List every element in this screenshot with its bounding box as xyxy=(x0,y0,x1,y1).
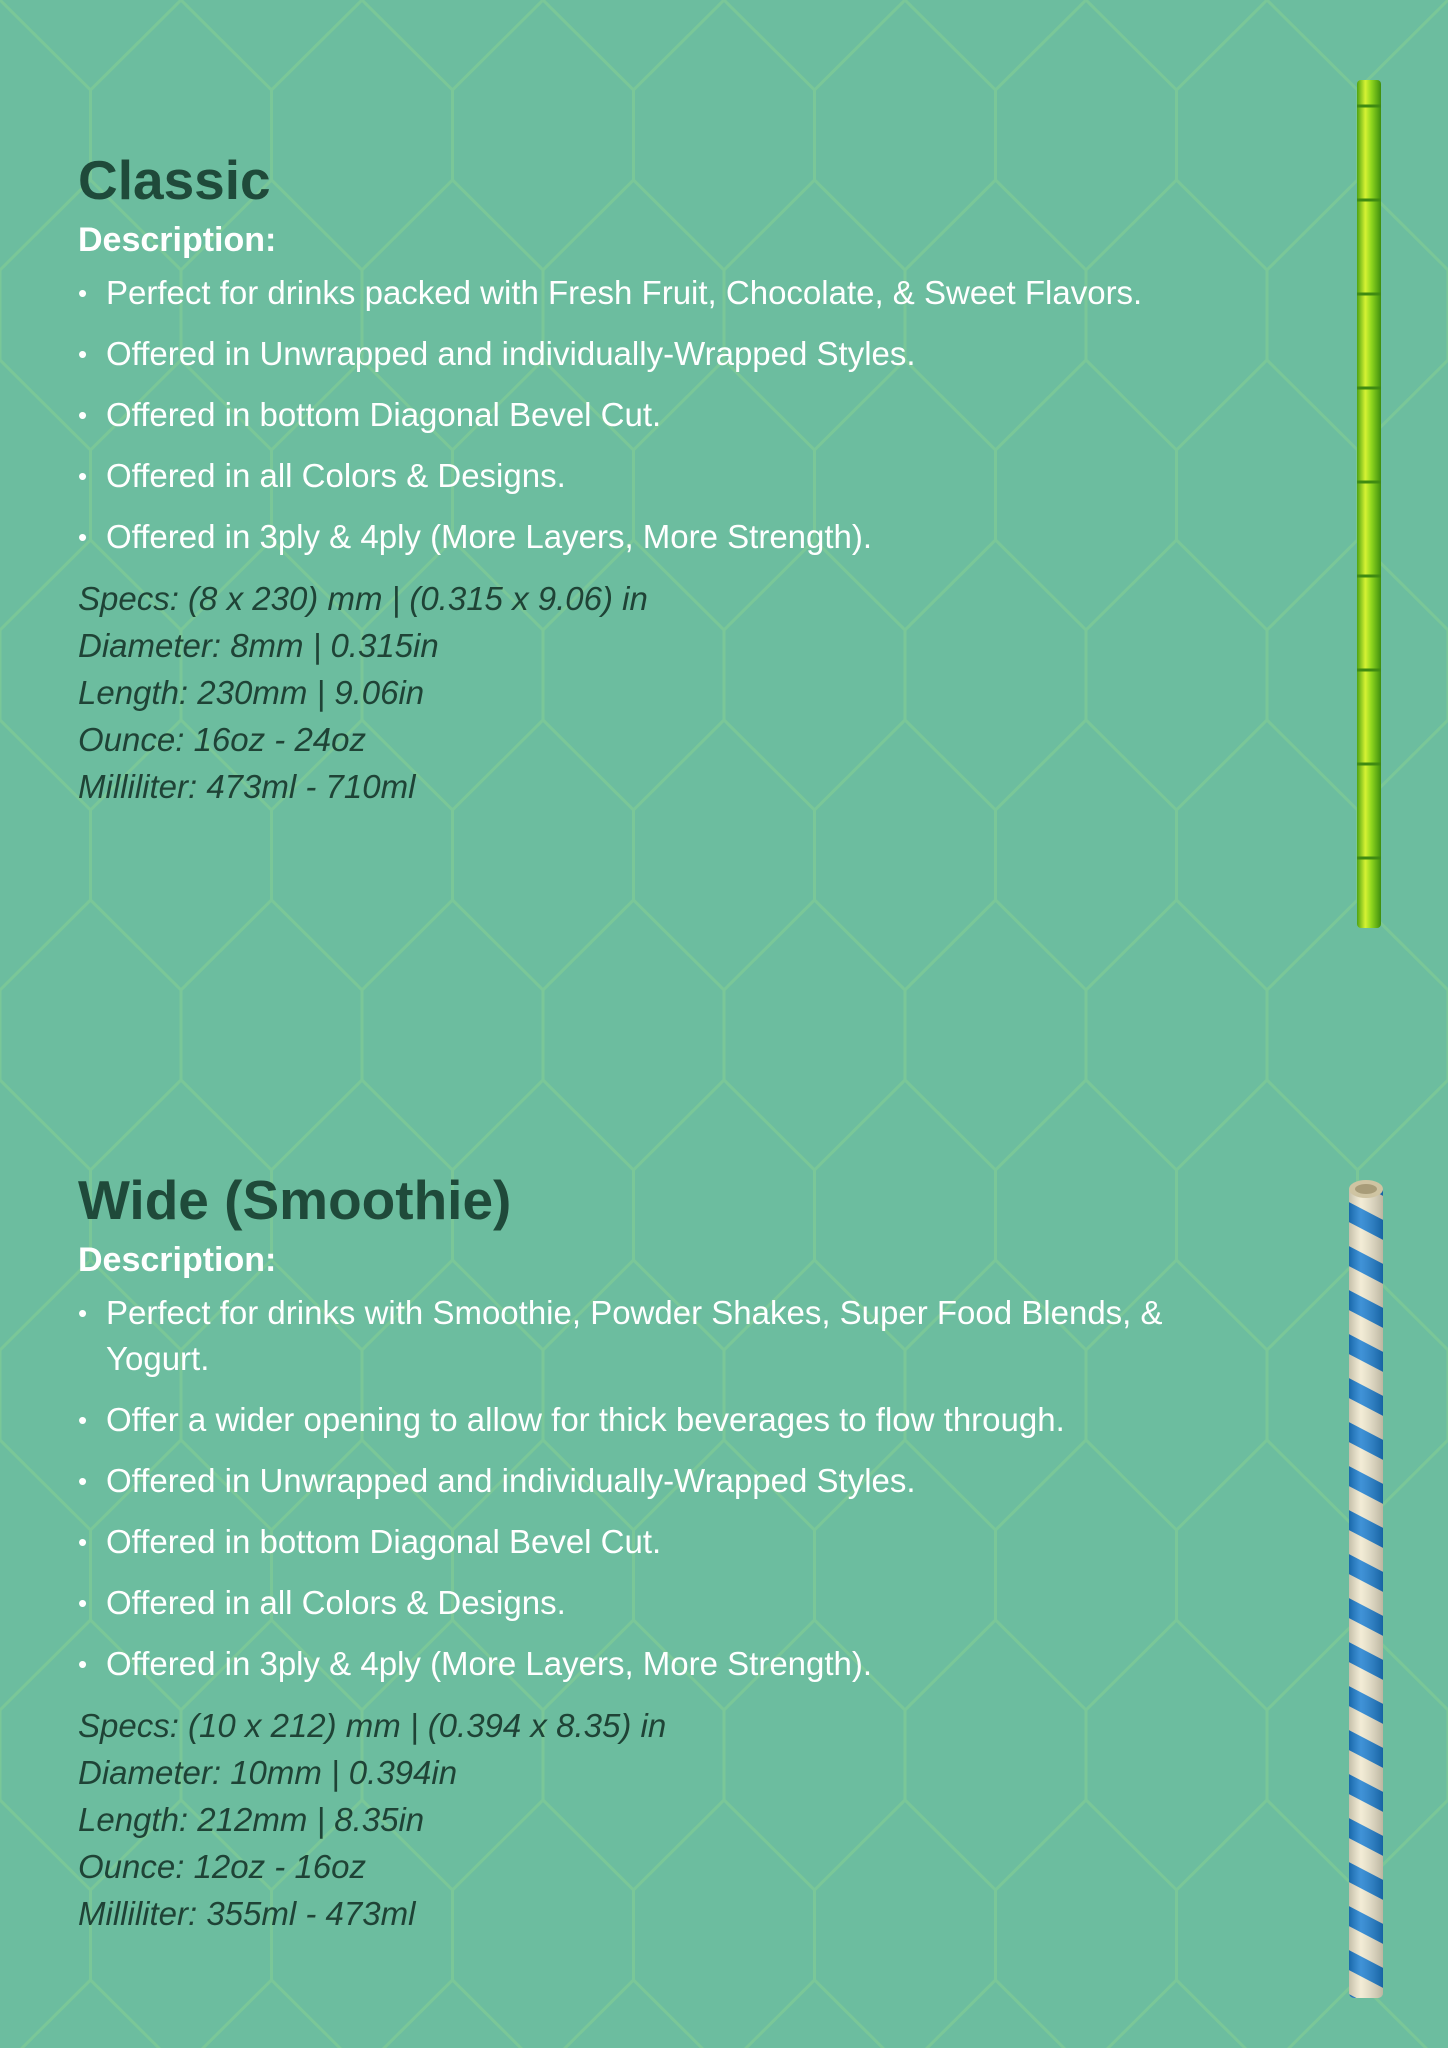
feature-item: • Offer a wider opening to allow for thick beverages to flow through. xyxy=(78,1397,1258,1443)
spec-length: Length: 230mm | 9.06in xyxy=(78,674,425,711)
feature-item: • Offered in all Colors & Designs. xyxy=(78,453,1258,499)
blue-white-striped-straw-image xyxy=(1345,1176,1387,2002)
spec-ounce: Ounce: 12oz - 16oz xyxy=(78,1848,367,1885)
feature-item: • Offered in Unwrapped and individually-Wrapped Styles. xyxy=(78,1458,1258,1504)
spec-diameter: Diameter: 10mm | 0.394in xyxy=(78,1754,458,1791)
feature-item: • Offered in bottom Diagonal Bevel Cut. xyxy=(78,1519,1258,1565)
feature-item: • Offered in all Colors & Designs. xyxy=(78,1580,1258,1626)
spec-dimensions: Specs: (8 x 230) mm | (0.315 x 9.06) in xyxy=(78,580,648,617)
spec-milliliter: Milliliter: 473ml - 710ml xyxy=(78,768,416,805)
description-label: Description: xyxy=(78,221,277,259)
section-title: Classic xyxy=(78,149,271,211)
feature-item: • Perfect for drinks with Smoothie, Powder Shakes, Super Food Blends, & Yogurt. xyxy=(78,1290,1258,1382)
feature-item: • Offered in 3ply & 4ply (More Layers, More Strength). xyxy=(78,1641,1258,1687)
spec-dimensions: Specs: (10 x 212) mm | (0.394 x 8.35) in xyxy=(78,1707,667,1744)
spec-length: Length: 212mm | 8.35in xyxy=(78,1801,425,1838)
spec-milliliter: Milliliter: 355ml - 473ml xyxy=(78,1895,416,1932)
section-title: Wide (Smoothie) xyxy=(78,1169,512,1231)
feature-list xyxy=(78,1290,1258,1687)
feature-item: • Offered in bottom Diagonal Bevel Cut. xyxy=(78,392,1258,438)
feature-list xyxy=(78,270,1258,560)
wide-smoothie-section xyxy=(78,1168,1258,1937)
spec-ounce: Ounce: 16oz - 24oz xyxy=(78,721,367,758)
feature-item: • Perfect for drinks packed with Fresh Fruit, Chocolate, & Sweet Flavors. xyxy=(78,270,1258,316)
classic-section xyxy=(78,148,1258,810)
green-bamboo-straw-image xyxy=(1355,80,1383,928)
feature-item: • Offered in Unwrapped and individually-Wrapped Styles. xyxy=(78,331,1258,377)
spec-list xyxy=(78,1702,1258,1937)
spec-list xyxy=(78,575,1258,810)
description-label: Description: xyxy=(78,1241,277,1279)
feature-item: • Offered in 3ply & 4ply (More Layers, More Strength). xyxy=(78,514,1258,560)
spec-diameter: Diameter: 8mm | 0.315in xyxy=(78,627,439,664)
